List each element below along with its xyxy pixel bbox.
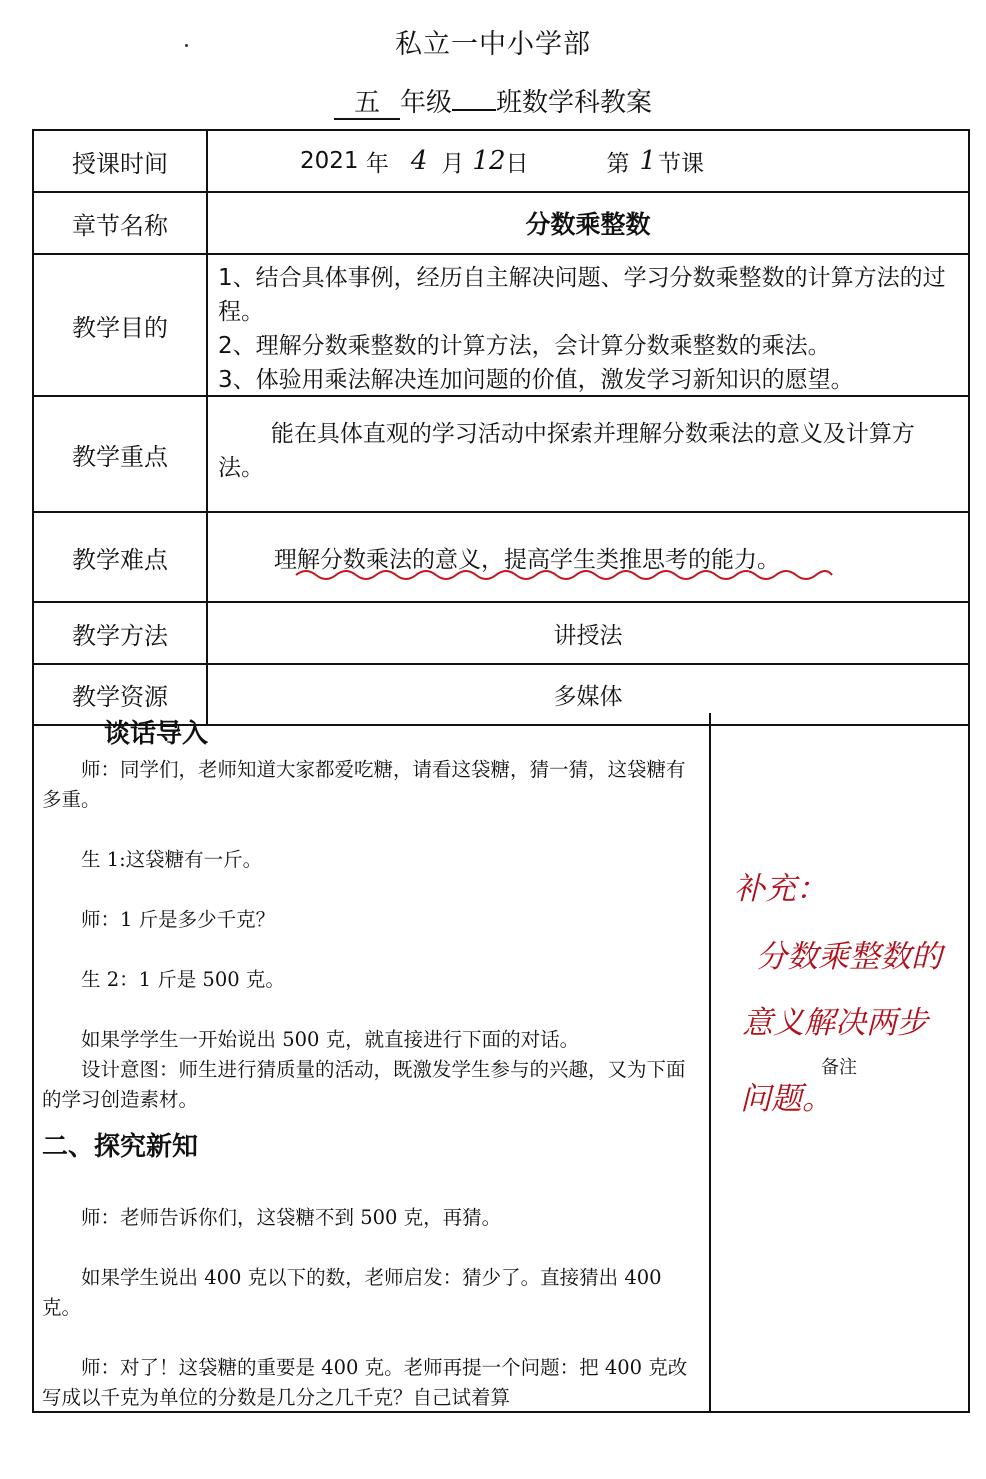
grade-blank: 五 (334, 88, 400, 120)
remarks-label: 备注 (821, 1057, 857, 1078)
school-title: 私立一中小学部 (395, 29, 591, 60)
row-focus (34, 395, 968, 511)
month-unit: 月 (441, 150, 465, 177)
objective-item: 1、结合具体事例，经历自主解决问题、学习分数乘整数的计算方法的过程。 (218, 265, 946, 325)
label-method: 教学方法 (34, 603, 208, 663)
objectives-list (208, 255, 968, 397)
day-handwritten: 12 (472, 146, 506, 176)
day-unit: 日 (505, 150, 529, 177)
process-content (42, 713, 702, 1413)
lesson-process-table (32, 713, 970, 1413)
paragraph: 如果学生说出 400 克以下的数，老师启发：猜少了。直接猜出 400 克。 (42, 1266, 662, 1319)
value-focus (208, 397, 968, 511)
label-objectives: 教学目的 (34, 255, 208, 395)
focus-text: 能在具体直观的学习活动中探索并理解分数乘法的意义及计算方法。 (218, 421, 915, 481)
lesson-unit: 节课 (658, 150, 705, 177)
handwritten-note-line: 补充： (734, 871, 827, 907)
row-method (34, 601, 968, 663)
paragraph: 设计意图：师生进行猜质量的活动，既激发学生参与的兴趣，又为下面的学习创造素材。 (42, 1058, 686, 1111)
value-chapter: 分数乘整数 (525, 210, 651, 239)
plan-subtitle (0, 82, 986, 120)
difficulty-text: 理解分数乘法的意义，提高学生类推思考的能力。 (274, 546, 780, 573)
label-resource: 教学资源 (34, 665, 208, 724)
year-unit: 年 (365, 150, 389, 177)
paragraph: 师：老师告诉你们，这袋糖不到 500 克，再猜。 (81, 1206, 502, 1229)
paragraph: 师：对了！这袋糖的重要是 400 克。老师再提一个问题：把 400 克改写成以千克为单位的分数是几分之几千克？自己试着算 (42, 1356, 688, 1409)
grade-unit: 年级 (399, 88, 452, 118)
subject-title: 班数学科教案 (496, 88, 653, 118)
label-time: 授课时间 (34, 131, 208, 191)
label-difficulty: 教学难点 (34, 513, 208, 601)
lesson-prefix: 第 (606, 150, 630, 177)
label-focus: 教学重点 (34, 397, 208, 511)
objective-item: 2、理解分数乘整数的计算方法，会计算分数乘整数的乘法。 (218, 333, 831, 359)
lesson-info-table (32, 129, 970, 726)
month-handwritten: 4 (410, 146, 428, 176)
lesson-no-handwritten: 1 (639, 146, 657, 176)
label-chapter: 章节名称 (34, 193, 208, 253)
row-objectives (34, 253, 968, 395)
red-underline-mark (294, 565, 834, 585)
row-chapter (34, 191, 968, 253)
handwritten-note-line: 分数乘整数的 (756, 939, 942, 975)
value-time (208, 131, 968, 191)
value-method: 讲授法 (553, 622, 623, 649)
column-divider (709, 713, 711, 1411)
section-title: 二、探究新知 (42, 1132, 199, 1162)
value-difficulty (208, 513, 968, 601)
handwritten-note-line: 意义解决两步 (742, 1005, 928, 1041)
year: 2021 (300, 148, 359, 174)
paragraph: 生 1:这袋糖有一斤。 (81, 848, 263, 871)
value-resource: 多媒体 (553, 684, 623, 710)
class-blank (452, 109, 496, 111)
paragraph: 师：同学们，老师知道大家都爱吃糖，请看这袋糖，猜一猜，这袋糖有多重。 (42, 758, 686, 811)
row-time (34, 131, 968, 191)
objective-item: 3、体验用乘法解决连加问题的价值，激发学习新知识的愿望。 (218, 367, 854, 393)
paragraph: 师：1 斤是多少千克？ (81, 908, 276, 931)
paragraph: 生 2：1 斤是 500 克。 (81, 968, 285, 991)
section-title: 谈话导入 (104, 719, 209, 749)
row-difficulty (34, 511, 968, 601)
value-objectives (208, 255, 968, 395)
paragraph: 如果学学生一开始说出 500 克，就直接进行下面的对话。 (81, 1028, 580, 1051)
handwritten-note-line: 问题。 (740, 1081, 833, 1117)
